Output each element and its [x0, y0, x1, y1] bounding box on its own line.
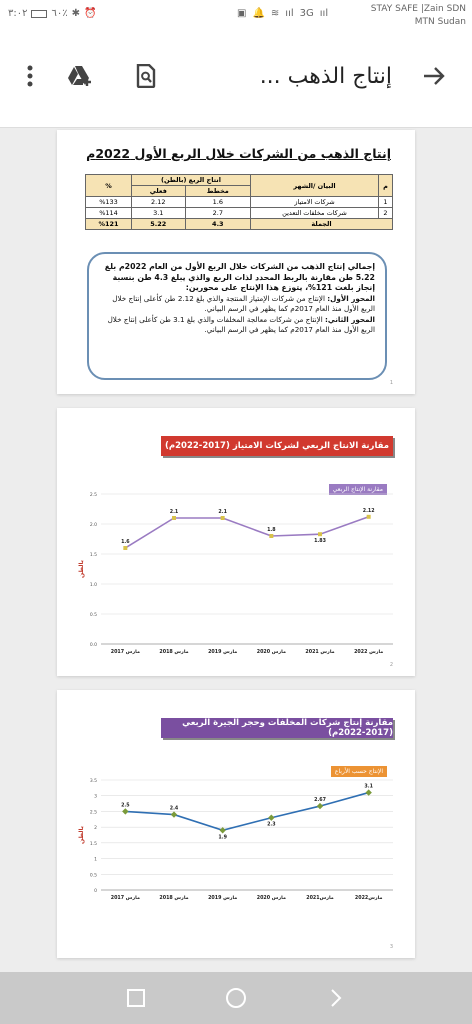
- table-cell: شركات مخلفات التعدين: [251, 208, 379, 219]
- data-label: 2.1: [218, 510, 227, 515]
- page-number: 2: [389, 662, 393, 668]
- y-tick-label: 1.5: [89, 841, 97, 847]
- more-vert-icon[interactable]: [10, 56, 50, 96]
- x-tick-label: مارس 2020: [256, 896, 286, 901]
- carrier-info: [371, 3, 466, 29]
- data-point: [268, 815, 274, 821]
- document-page-3: [57, 690, 415, 958]
- production-table: [85, 174, 393, 230]
- status-left: [8, 8, 96, 19]
- x-tick-label: مارس 2018: [159, 896, 189, 901]
- x-tick-label: مارس2021: [306, 896, 334, 901]
- data-point: [269, 534, 273, 538]
- add-to-drive-icon[interactable]: [60, 56, 100, 96]
- y-tick-label: 0.0: [89, 643, 97, 648]
- y-tick-label: 2.5: [89, 810, 97, 816]
- battery-icon: [31, 10, 47, 18]
- table-cell: 1: [379, 197, 393, 208]
- x-tick-label: مارس 2020: [256, 650, 286, 655]
- recent-apps-icon[interactable]: [124, 986, 148, 1010]
- axis1-text: الإنتاج من شركات الإمتياز المنتجة والذي بلغ 2.12 طن كأعلى إنتاج خلال الربع الأول منذ العام 2017م كما يظهر في الرسم البياني.: [112, 293, 375, 313]
- table-cell: 1.6: [185, 197, 250, 208]
- y-tick-label: 1.0: [89, 583, 97, 588]
- y-tick-label: 0: [94, 889, 97, 894]
- table-cell: %133: [86, 197, 132, 208]
- alarm-icon: ⏰: [84, 8, 97, 19]
- back-arrow-icon[interactable]: [414, 56, 454, 96]
- data-label: 2.4: [169, 806, 179, 812]
- document-page-1: [57, 130, 415, 394]
- system-nav-bar: [0, 972, 472, 1024]
- table-cell: شركات الامتياز: [251, 197, 379, 208]
- axis2-text: الإنتاج من شركات معالجة المخلفات والذي بلغ 3.1 طن كأعلى إنتاج خلال الربع الأول منذ العام 2017م كما يظهر في الرسم البياني.: [107, 314, 375, 334]
- chart1-banner: مقارنة الانتاج الربعي لشركات الامتياز (2017-2022م): [161, 436, 393, 456]
- data-label: 2.1: [169, 510, 179, 515]
- chart2-banner: مقارنة إنتاج شركات المخلفات وحجر الجيرة الربعي (2017-2022م): [161, 718, 393, 738]
- axis2-label: المحور الثاني:: [325, 314, 375, 324]
- x-tick-label: مارس2022: [354, 896, 383, 901]
- table-row: [86, 208, 393, 219]
- y-axis-label: بالطن: [78, 825, 85, 845]
- table-cell: 2.7: [185, 208, 250, 219]
- data-label: 3.1: [364, 784, 373, 790]
- y-tick-label: 2.5: [89, 493, 97, 498]
- chart2-svg: [57, 690, 415, 958]
- summary-main: إجمالي إنتاج الذهب من الشركات خلال الربع الأول من العام 2022م بلغ 5.22 طن مقارنة بالربط المحدد لذات الربع والذي يبلغ 4.3 طن بنسبة إنجاز بلغت 121%، يتوزع هذا الإنتاج على محورين:: [104, 262, 375, 292]
- data-point: [122, 808, 128, 814]
- y-tick-label: 2: [94, 826, 97, 832]
- data-point: [172, 516, 176, 520]
- table-cell: 2: [379, 208, 393, 219]
- data-label: 1.9: [218, 835, 227, 841]
- status-time: ٣:٠٢: [8, 8, 28, 19]
- x-tick-label: مارس 2017: [110, 896, 140, 901]
- bluetooth-icon: ✱: [71, 8, 80, 19]
- data-label: 1.83: [314, 539, 326, 545]
- status-icons: [237, 8, 328, 19]
- table-header-group: انتاج الربع (بالطن): [131, 175, 250, 186]
- x-tick-label: مارس 2017: [110, 650, 140, 655]
- table-cell: 4.3: [185, 219, 250, 230]
- x-tick-label: مارس 2019: [208, 896, 238, 901]
- table-cell: 3.1: [131, 208, 185, 219]
- data-label: 2.3: [267, 822, 276, 828]
- summary-box: [87, 252, 387, 380]
- carrier-line1: STAY SAFE |Zain SDN: [370, 4, 466, 14]
- data-label: 2.67: [314, 798, 326, 804]
- chart2-legend: الإنتاج حسب الأرباع: [331, 766, 387, 777]
- table-cell: %114: [86, 208, 132, 219]
- x-tick-label: مارس 2018: [159, 650, 189, 655]
- data-point: [221, 516, 225, 520]
- data-label: 1.6: [121, 540, 130, 545]
- y-tick-label: 0.5: [89, 873, 97, 879]
- find-in-page-icon[interactable]: [126, 56, 166, 96]
- table-header-plan: مخطط: [185, 186, 250, 197]
- data-point: [367, 515, 371, 519]
- app-toolbar: [0, 36, 472, 128]
- x-tick-label: مارس 2022: [354, 650, 384, 655]
- data-point: [219, 827, 225, 833]
- page1-title: إنتاج الذهب من الشركات خلال الربع الأول 2022م: [86, 146, 391, 161]
- page-number: 1: [389, 380, 393, 386]
- data-label: 2.5: [121, 803, 130, 809]
- data-point: [365, 789, 371, 795]
- y-tick-label: 2.0: [89, 523, 97, 528]
- data-label: 1.8: [267, 528, 276, 533]
- table-header-item: البيان /الشهر: [251, 175, 379, 197]
- chart1-legend: مقارنة الإنتاج الربعي: [329, 484, 387, 495]
- y-tick-label: 1.5: [89, 553, 97, 558]
- summary-axis1: [99, 294, 375, 315]
- x-tick-label: مارس 2021: [305, 650, 335, 655]
- table-header-pct: %: [86, 175, 132, 197]
- notification-icon: 🔔: [252, 8, 265, 19]
- network-type: 3G: [299, 8, 314, 19]
- axis1-label: المحور الأول:: [327, 293, 375, 303]
- data-point: [171, 811, 177, 817]
- battery-percent: ٦٠٪: [51, 8, 68, 19]
- data-point: [318, 532, 322, 536]
- chart1-svg: [57, 408, 415, 676]
- y-tick-label: 1: [94, 857, 97, 863]
- table-header-row: [86, 175, 393, 186]
- table-cell: 2.12: [131, 197, 185, 208]
- y-tick-label: 0.5: [89, 613, 97, 618]
- home-icon[interactable]: [224, 986, 248, 1010]
- carrier-line2: MTN Sudan: [414, 17, 466, 27]
- table-cell: الجملة: [251, 219, 393, 230]
- table-cell: %121: [86, 219, 132, 230]
- data-label: 2.12: [362, 508, 375, 514]
- table-total-row: [86, 219, 393, 230]
- table-header-num: م: [379, 175, 393, 197]
- y-axis-label: بالطن: [78, 559, 85, 579]
- document-page-2: [57, 408, 415, 676]
- table-cell: 5.22: [131, 219, 185, 230]
- y-tick-label: 3: [94, 794, 97, 800]
- status-bar: [0, 0, 472, 36]
- data-point: [317, 803, 323, 809]
- signal-icon: ııl: [285, 8, 294, 19]
- page-number: 3: [389, 944, 393, 950]
- y-tick-label: 3.5: [89, 779, 97, 784]
- document-title: إنتاج الذهب ...: [259, 64, 392, 89]
- summary-axis2: [99, 315, 375, 336]
- gallery-icon: ▣: [237, 8, 247, 19]
- back-icon[interactable]: [324, 986, 348, 1010]
- wifi-icon: ≋: [270, 8, 280, 19]
- table-header-actual: فعلي: [131, 186, 185, 197]
- data-point: [123, 546, 127, 550]
- table-row: [86, 197, 393, 208]
- series-line: [125, 517, 368, 548]
- signal-icon-2: ııl: [319, 8, 329, 19]
- x-tick-label: مارس 2019: [208, 650, 238, 655]
